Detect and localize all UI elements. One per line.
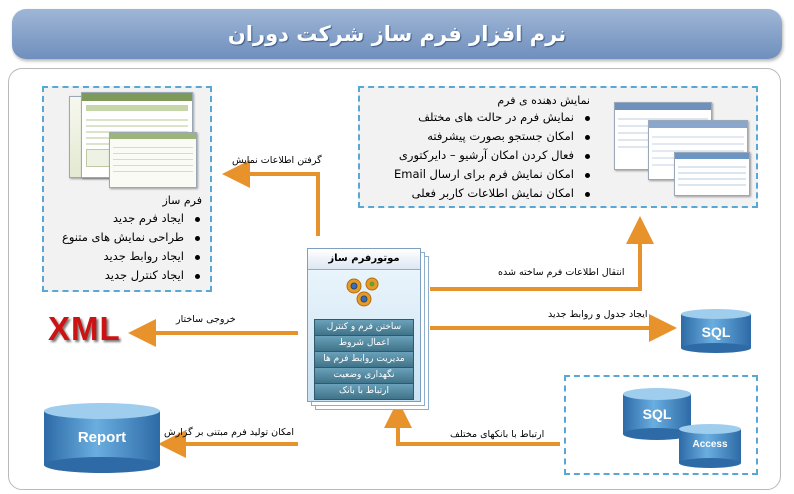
engine-btn-relations[interactable]: مدیریت روابط فرم ها	[314, 351, 414, 368]
label-report-gen: امکان تولید فرم مبتنی بر گزارش	[164, 427, 294, 438]
sql-database	[680, 308, 752, 354]
list-item: امکان نمایش فرم برای ارسال Email	[394, 165, 594, 184]
engine-body	[308, 270, 420, 401]
page-title: نرم افزار فرم ساز شرکت دوران	[227, 22, 567, 46]
arrow-get-display-info	[234, 174, 318, 236]
label-create-tables: ایجاد جدول و روابط جدید	[548, 309, 648, 320]
list-item: امکان جستجو بصورت پیشرفته	[394, 127, 594, 146]
databases-panel	[564, 375, 758, 475]
form-builder-list	[62, 209, 204, 285]
engine-btn-build-form[interactable]: ساختن فرم و کنترل	[314, 319, 414, 336]
form-display-title: نمایش دهنده ی فرم	[497, 94, 590, 107]
report-label: Report	[77, 429, 127, 446]
report-database	[43, 402, 161, 474]
engine-btn-conditions[interactable]: اعمال شروط	[314, 335, 414, 352]
form-builder-panel	[42, 86, 212, 292]
form-builder-title: فرم ساز	[162, 194, 202, 207]
label-structure-output: خروجی ساختار	[176, 314, 236, 325]
form-display-panel	[358, 86, 758, 208]
db-sql-label: SQL	[642, 406, 672, 422]
label-transfer: انتقال اطلاعات فرم ساخته شده	[498, 267, 625, 278]
engine-btn-database[interactable]: ارتباط با بانک	[314, 383, 414, 400]
form-display-list	[394, 108, 594, 203]
form-builder-screenshot	[69, 92, 199, 188]
label-db-connect: ارتباط با بانکهای مختلف	[450, 429, 545, 440]
list-item: ایجاد فرم جدید	[62, 209, 204, 228]
engine-title: موتورفرم ساز	[308, 249, 420, 270]
list-item: ایجاد کنترل جدید	[62, 266, 204, 285]
form-display-screenshot	[608, 94, 752, 200]
access-db-cylinder	[678, 423, 742, 469]
label-get-info: گرفتن اطلاعات نمایش	[232, 155, 322, 166]
xml-label: XML	[48, 310, 121, 347]
list-item: فعال کردن امکان آرشیو – دایرکتوری	[394, 146, 594, 165]
sql-label: SQL	[701, 324, 731, 340]
access-label: Access	[692, 439, 728, 450]
list-item: امکان نمایش اطلاعات کاربر فعلی	[394, 184, 594, 203]
arrow-transfer-form	[430, 228, 640, 289]
gears-icon	[342, 274, 386, 308]
form-engine	[307, 248, 421, 402]
list-item: ایجاد روابط جدید	[62, 247, 204, 266]
list-item: طراحی نمایش های متنوع	[62, 228, 204, 247]
list-item: نمایش فرم در حالت های مختلف	[394, 108, 594, 127]
engine-btn-state[interactable]: نگهداری وضعیت	[314, 367, 414, 384]
